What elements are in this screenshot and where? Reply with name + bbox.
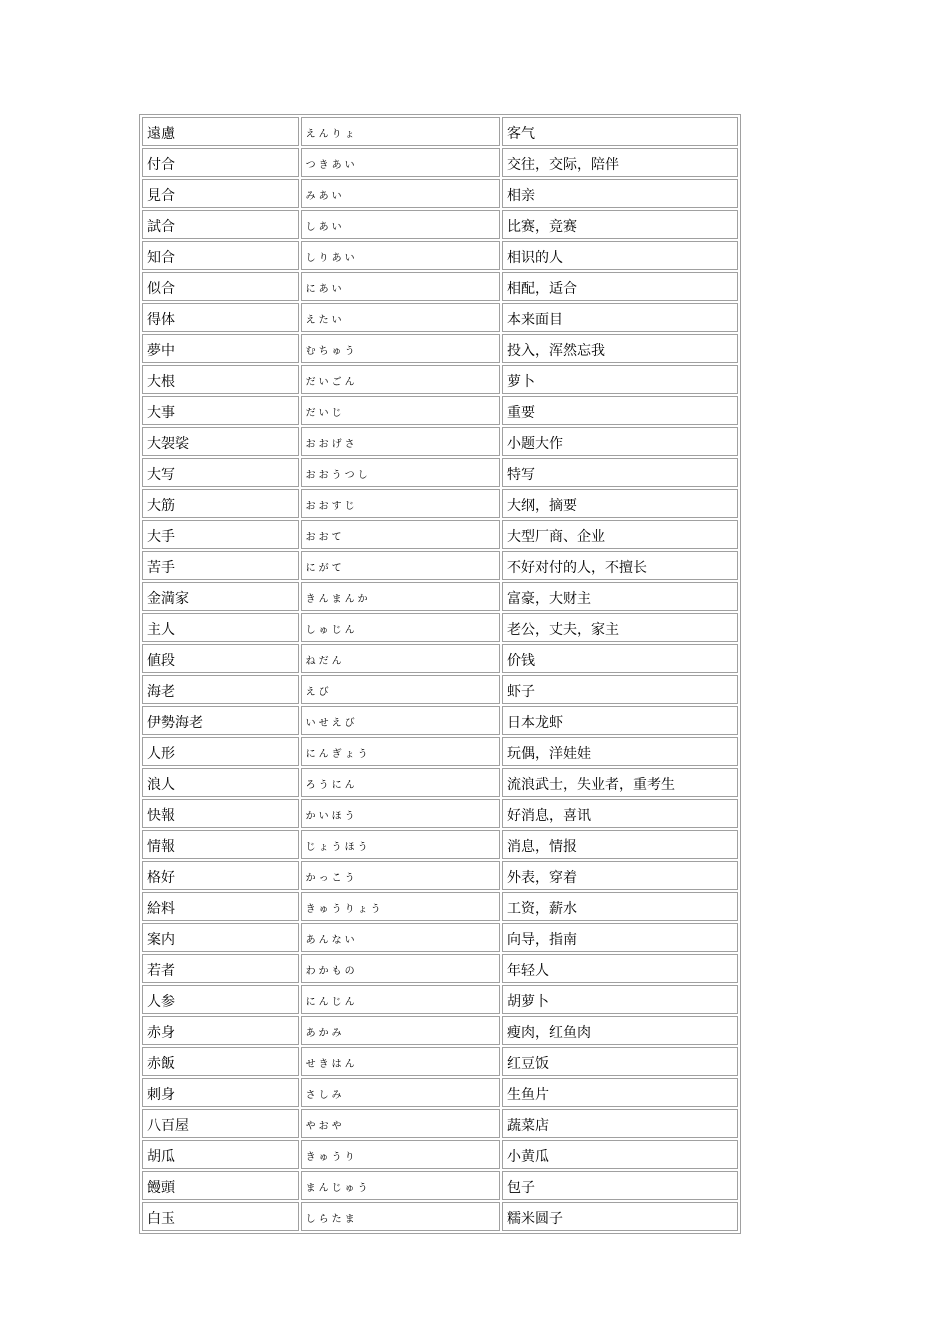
meaning-cell: 不好对付的人，不擅长 bbox=[502, 551, 738, 580]
meaning-cell: 价钱 bbox=[502, 644, 738, 673]
table-row bbox=[142, 861, 738, 890]
word-cell: 赤身 bbox=[142, 1016, 299, 1045]
table-row bbox=[142, 1047, 738, 1076]
word-cell: 知合 bbox=[142, 241, 299, 270]
meaning-cell: 胡萝卜 bbox=[502, 985, 738, 1014]
table-row bbox=[142, 613, 738, 642]
vocabulary-table bbox=[139, 114, 741, 1234]
word-cell: 付合 bbox=[142, 148, 299, 177]
word-cell: 饅頭 bbox=[142, 1171, 299, 1200]
table-row bbox=[142, 365, 738, 394]
word-cell: 見合 bbox=[142, 179, 299, 208]
meaning-cell: 大纲，摘要 bbox=[502, 489, 738, 518]
table-row bbox=[142, 303, 738, 332]
table-row bbox=[142, 520, 738, 549]
word-cell: 快報 bbox=[142, 799, 299, 828]
table-row bbox=[142, 799, 738, 828]
meaning-cell: 瘦肉，红鱼肉 bbox=[502, 1016, 738, 1045]
table-row bbox=[142, 272, 738, 301]
meaning-cell: 向导，指南 bbox=[502, 923, 738, 952]
word-cell: 主人 bbox=[142, 613, 299, 642]
meaning-cell: 年轻人 bbox=[502, 954, 738, 983]
meaning-cell: 日本龙虾 bbox=[502, 706, 738, 735]
word-cell: 刺身 bbox=[142, 1078, 299, 1107]
meaning-cell: 投入，浑然忘我 bbox=[502, 334, 738, 363]
meaning-cell: 特写 bbox=[502, 458, 738, 487]
word-cell: 大手 bbox=[142, 520, 299, 549]
word-cell: 試合 bbox=[142, 210, 299, 239]
word-cell: 得体 bbox=[142, 303, 299, 332]
table-row bbox=[142, 706, 738, 735]
word-cell: 人形 bbox=[142, 737, 299, 766]
meaning-cell: 萝卜 bbox=[502, 365, 738, 394]
word-cell: 人参 bbox=[142, 985, 299, 1014]
word-cell: 大袈裟 bbox=[142, 427, 299, 456]
word-cell: 八百屋 bbox=[142, 1109, 299, 1138]
reading-cell: にんじん bbox=[301, 985, 500, 1014]
table-row bbox=[142, 1109, 738, 1138]
meaning-cell: 相亲 bbox=[502, 179, 738, 208]
reading-cell: えたい bbox=[301, 303, 500, 332]
word-cell: 赤飯 bbox=[142, 1047, 299, 1076]
reading-cell: きんまんか bbox=[301, 582, 500, 611]
word-cell: 大筋 bbox=[142, 489, 299, 518]
table-row bbox=[142, 427, 738, 456]
meaning-cell: 小黄瓜 bbox=[502, 1140, 738, 1169]
table-row bbox=[142, 923, 738, 952]
table-row bbox=[142, 551, 738, 580]
reading-cell: かいほう bbox=[301, 799, 500, 828]
table-row bbox=[142, 830, 738, 859]
meaning-cell: 消息，情报 bbox=[502, 830, 738, 859]
word-cell: 案内 bbox=[142, 923, 299, 952]
reading-cell: しらたま bbox=[301, 1202, 500, 1231]
reading-cell: おおうつし bbox=[301, 458, 500, 487]
reading-cell: おおて bbox=[301, 520, 500, 549]
reading-cell: きゅうり bbox=[301, 1140, 500, 1169]
table-row bbox=[142, 582, 738, 611]
table-row bbox=[142, 241, 738, 270]
meaning-cell: 蔬菜店 bbox=[502, 1109, 738, 1138]
reading-cell: しゅじん bbox=[301, 613, 500, 642]
reading-cell: にあい bbox=[301, 272, 500, 301]
word-cell: 浪人 bbox=[142, 768, 299, 797]
meaning-cell: 老公，丈夫，家主 bbox=[502, 613, 738, 642]
word-cell: 苦手 bbox=[142, 551, 299, 580]
table-row bbox=[142, 1016, 738, 1045]
word-cell: 情報 bbox=[142, 830, 299, 859]
table-row bbox=[142, 396, 738, 425]
reading-cell: にがて bbox=[301, 551, 500, 580]
table-row bbox=[142, 117, 738, 146]
reading-cell: だいじ bbox=[301, 396, 500, 425]
table-row bbox=[142, 210, 738, 239]
table-row bbox=[142, 1171, 738, 1200]
meaning-cell: 流浪武士，失业者，重考生 bbox=[502, 768, 738, 797]
meaning-cell: 比赛，竞赛 bbox=[502, 210, 738, 239]
reading-cell: えんりょ bbox=[301, 117, 500, 146]
word-cell: 金満家 bbox=[142, 582, 299, 611]
reading-cell: じょうほう bbox=[301, 830, 500, 859]
meaning-cell: 重要 bbox=[502, 396, 738, 425]
vocabulary-table-body bbox=[142, 117, 738, 1231]
reading-cell: つきあい bbox=[301, 148, 500, 177]
reading-cell: しりあい bbox=[301, 241, 500, 270]
table-row bbox=[142, 644, 738, 673]
word-cell: 伊勢海老 bbox=[142, 706, 299, 735]
table-row bbox=[142, 1202, 738, 1231]
table-row bbox=[142, 1140, 738, 1169]
meaning-cell: 大型厂商、企业 bbox=[502, 520, 738, 549]
meaning-cell: 工资，薪水 bbox=[502, 892, 738, 921]
meaning-cell: 交往，交际，陪伴 bbox=[502, 148, 738, 177]
word-cell: 夢中 bbox=[142, 334, 299, 363]
meaning-cell: 外表，穿着 bbox=[502, 861, 738, 890]
word-cell: 大根 bbox=[142, 365, 299, 394]
meaning-cell: 糯米圆子 bbox=[502, 1202, 738, 1231]
table-row bbox=[142, 1078, 738, 1107]
word-cell: 値段 bbox=[142, 644, 299, 673]
reading-cell: だいごん bbox=[301, 365, 500, 394]
reading-cell: みあい bbox=[301, 179, 500, 208]
reading-cell: きゅうりょう bbox=[301, 892, 500, 921]
word-cell: 似合 bbox=[142, 272, 299, 301]
word-cell: 格好 bbox=[142, 861, 299, 890]
word-cell: 遠慮 bbox=[142, 117, 299, 146]
meaning-cell: 生鱼片 bbox=[502, 1078, 738, 1107]
meaning-cell: 相识的人 bbox=[502, 241, 738, 270]
meaning-cell: 富豪，大财主 bbox=[502, 582, 738, 611]
table-row bbox=[142, 737, 738, 766]
word-cell: 大事 bbox=[142, 396, 299, 425]
word-cell: 胡瓜 bbox=[142, 1140, 299, 1169]
table-row bbox=[142, 458, 738, 487]
meaning-cell: 红豆饭 bbox=[502, 1047, 738, 1076]
reading-cell: あかみ bbox=[301, 1016, 500, 1045]
table-row bbox=[142, 148, 738, 177]
table-row bbox=[142, 179, 738, 208]
reading-cell: にんぎょう bbox=[301, 737, 500, 766]
word-cell: 白玉 bbox=[142, 1202, 299, 1231]
reading-cell: ねだん bbox=[301, 644, 500, 673]
reading-cell: わかもの bbox=[301, 954, 500, 983]
meaning-cell: 本来面目 bbox=[502, 303, 738, 332]
reading-cell: かっこう bbox=[301, 861, 500, 890]
meaning-cell: 包子 bbox=[502, 1171, 738, 1200]
word-cell: 給料 bbox=[142, 892, 299, 921]
meaning-cell: 玩偶，洋娃娃 bbox=[502, 737, 738, 766]
table-row bbox=[142, 768, 738, 797]
reading-cell: おおげさ bbox=[301, 427, 500, 456]
table-row bbox=[142, 334, 738, 363]
table-row bbox=[142, 954, 738, 983]
meaning-cell: 小题大作 bbox=[502, 427, 738, 456]
reading-cell: まんじゅう bbox=[301, 1171, 500, 1200]
reading-cell: えび bbox=[301, 675, 500, 704]
reading-cell: せきはん bbox=[301, 1047, 500, 1076]
reading-cell: さしみ bbox=[301, 1078, 500, 1107]
reading-cell: いせえび bbox=[301, 706, 500, 735]
meaning-cell: 相配，适合 bbox=[502, 272, 738, 301]
reading-cell: おおすじ bbox=[301, 489, 500, 518]
reading-cell: やおや bbox=[301, 1109, 500, 1138]
word-cell: 海老 bbox=[142, 675, 299, 704]
table-row bbox=[142, 985, 738, 1014]
meaning-cell: 客气 bbox=[502, 117, 738, 146]
reading-cell: しあい bbox=[301, 210, 500, 239]
table-row bbox=[142, 892, 738, 921]
table-row bbox=[142, 675, 738, 704]
word-cell: 大写 bbox=[142, 458, 299, 487]
meaning-cell: 虾子 bbox=[502, 675, 738, 704]
meaning-cell: 好消息，喜讯 bbox=[502, 799, 738, 828]
reading-cell: ろうにん bbox=[301, 768, 500, 797]
word-cell: 若者 bbox=[142, 954, 299, 983]
table-row bbox=[142, 489, 738, 518]
reading-cell: むちゅう bbox=[301, 334, 500, 363]
reading-cell: あんない bbox=[301, 923, 500, 952]
